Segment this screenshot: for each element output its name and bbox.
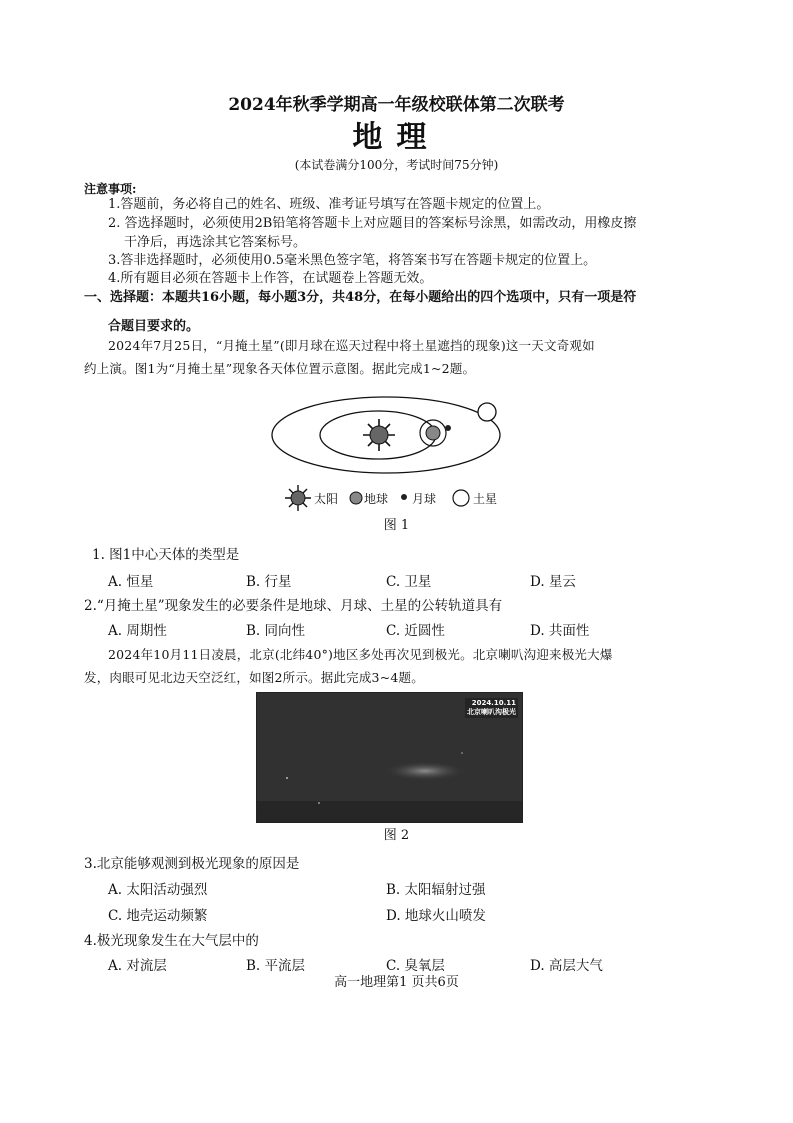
orbit-diagram	[268, 395, 508, 519]
subject-title: 地理	[352, 120, 441, 155]
figure-caption: 图 2	[383, 828, 410, 843]
option-b: B. 平流层	[246, 958, 306, 974]
notice-item: 4.所有题目必须在答题卡上作答，在试题卷上答题无效。	[108, 271, 433, 286]
option-a: A. 周期性	[108, 623, 167, 639]
option-c: C. 臭氧层	[386, 958, 445, 974]
aurora-photo	[256, 692, 523, 823]
legend-label: 月球	[412, 492, 437, 506]
option-d: D. 地球火山喷发	[386, 908, 486, 924]
exam-info: (本试卷满分100分，考试时间75分钟)	[294, 158, 499, 172]
notice-item: 2. 答选择题时，必须使用2B铅笔将答题卡上对应题目的答案标号涂黑，如需改动，用橡皮擦	[108, 216, 637, 231]
option-c: C. 地壳运动频繁	[108, 908, 208, 924]
passage-line: 发，肉眼可见北边天空泛红，如图2所示。据此完成3~4题。	[84, 670, 424, 685]
passage-line: 2024年10月11日凌晨，北京(北纬40°)地区多处再次见到极光。北京喇叭沟迎来极光大爆	[108, 647, 613, 662]
option-b: B. 同向性	[246, 623, 306, 639]
option-a: A. 太阳活动强烈	[108, 882, 208, 898]
question-stem: 1. 图1中心天体的类型是	[92, 547, 240, 563]
photo-date: 2024.10.11	[471, 699, 516, 707]
legend-label: 太阳	[314, 492, 339, 506]
exam-title: 2024年秋季学期高一年级校联体第二次联考	[228, 95, 565, 115]
photo-location: 北京喇叭沟极光	[467, 708, 516, 716]
notice-item: 3.答非选择题时，必须使用0.5毫米黑色签字笔，将答案书写在答题卡规定的位置上。	[108, 253, 597, 268]
earth-icon	[426, 426, 440, 440]
figure-caption: 图 1	[383, 518, 410, 533]
option-d: D. 高层大气	[530, 958, 603, 974]
legend-sun	[285, 485, 338, 511]
legend-saturn	[453, 490, 497, 506]
question-stem: 3.北京能够观测到极光现象的原因是	[84, 856, 300, 872]
moon-icon	[445, 425, 451, 431]
option-a: A. 恒星	[108, 574, 154, 590]
notice-item: 干净后，再选涂其它答案标号。	[124, 235, 307, 250]
question-stem: 4.极光现象发生在大气层中的	[84, 933, 259, 949]
legend-earth	[350, 491, 388, 506]
option-b: B. 太阳辐射过强	[386, 882, 486, 898]
legend-label: 地球	[364, 492, 389, 506]
option-c: C. 卫星	[386, 574, 432, 590]
section-heading: 一、选择题：本题共16小题，每小题3分，共48分，在每小题给出的四个选项中，只有一项是符	[84, 290, 637, 305]
passage-line: 2024年7月25日，“月掩土星”(即月球在巡天过程中将土星遮挡的现象)这一天文奇观如	[108, 338, 595, 353]
photo-watermark	[465, 698, 518, 718]
saturn-icon	[478, 403, 496, 421]
option-a: A. 对流层	[108, 958, 167, 974]
notice-item: 1.答题前，务必将自己的姓名、班级、准考证号填写在答题卡规定的位置上。	[108, 197, 550, 212]
option-c: C. 近圆性	[386, 623, 445, 639]
option-d: D. 共面性	[530, 623, 590, 639]
section-heading-cont: 合题目要求的。	[108, 319, 200, 334]
notice-heading: 注意事项:	[84, 182, 137, 196]
option-b: B. 行星	[246, 574, 292, 590]
legend-label: 土星	[473, 492, 498, 506]
sun-icon	[363, 419, 395, 451]
passage-line: 约上演。图1为“月掩土星”现象各天体位置示意图。据此完成1~2题。	[84, 361, 476, 376]
option-d: D. 星云	[530, 574, 576, 590]
page-footer: 高一地理第1 页共6页	[334, 975, 459, 990]
legend-moon	[401, 491, 436, 506]
question-stem: 2.“月掩土星”现象发生的必要条件是地球、月球、土星的公转轨道具有	[84, 598, 503, 614]
